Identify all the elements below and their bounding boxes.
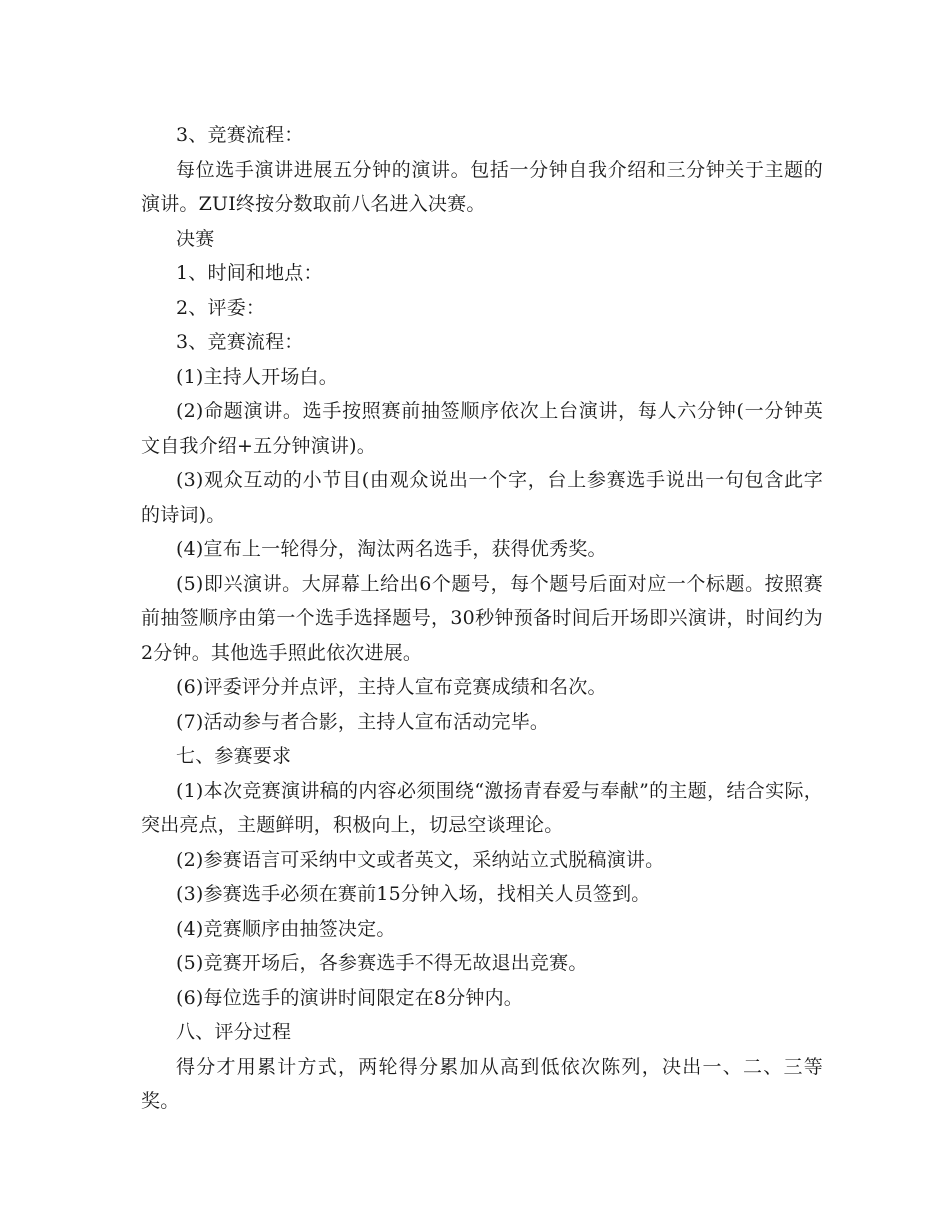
item-time-location: 1、时间和地点： [176,262,323,284]
document-body [141,118,823,1119]
paragraph-scoring: 得分才用累计方式，两轮得分累加从高到低依次陈列，决出一、二、三等奖。 [141,1055,823,1112]
step-2: (2)命题演讲。选手按照赛前抽签顺序依次上台演讲，每人六分钟(一分钟英文自我介绍+五分钟演讲)。 [141,400,823,457]
paragraph-preliminary-rules: 每位选手演讲进展五分钟的演讲。包括一分钟自我介绍和三分钟关于主题的演讲。ZUI终按分数取前八名进入决赛。 [141,158,823,215]
step-4: (4)宣布上一轮得分，淘汰两名选手，获得优秀奖。 [176,538,607,560]
requirement-2: (2)参赛语言可采纳中文或者英文，采纳站立式脱稿演讲。 [176,848,665,871]
heading-scoring: 八、评分过程 [176,1021,292,1043]
step-5: (5)即兴演讲。大屏幕上给出6个题号，每个题号后面对应一个标题。按照赛前抽签顺序由第一个选手选择题号，30秒钟预备时间后开场即兴演讲，时间约为2分钟。其他选手照此依次进展。 [141,572,823,664]
step-1: (1)主持人开场白。 [176,365,338,388]
requirement-5: (5)竞赛开场后，各参赛选手不得无故退出竞赛。 [176,952,588,974]
heading-competition-process: 3、竞赛流程： [176,124,304,146]
heading-finals-process: 3、竞赛流程： [176,331,304,353]
requirement-6: (6)每位选手的演讲时间限定在8分钟内。 [176,986,524,1009]
item-judges: 2、评委： [176,296,266,319]
step-6: (6)评委评分并点评，主持人宣布竞赛成绩和名次。 [176,676,607,698]
heading-requirements: 七、参赛要求 [176,745,292,767]
requirement-3: (3)参赛选手必须在赛前15分钟入场，找相关人员签到。 [176,883,651,905]
requirement-4: (4)竞赛顺序由抽签决定。 [176,917,396,940]
step-7: (7)活动参与者合影，主持人宣布活动完毕。 [176,710,550,733]
step-3: (3)观众互动的小节目(由观众说出一个字，台上参赛选手说出一句包含此字的诗词)。 [141,469,823,526]
requirement-1: (1)本次竞赛演讲稿的内容必须围绕“激扬青春爱与奉献”的主题，结合实际，突出亮点，主题鲜明，积极向上，切忌空谈理论。 [141,779,823,836]
heading-finals: 决赛 [176,227,215,250]
